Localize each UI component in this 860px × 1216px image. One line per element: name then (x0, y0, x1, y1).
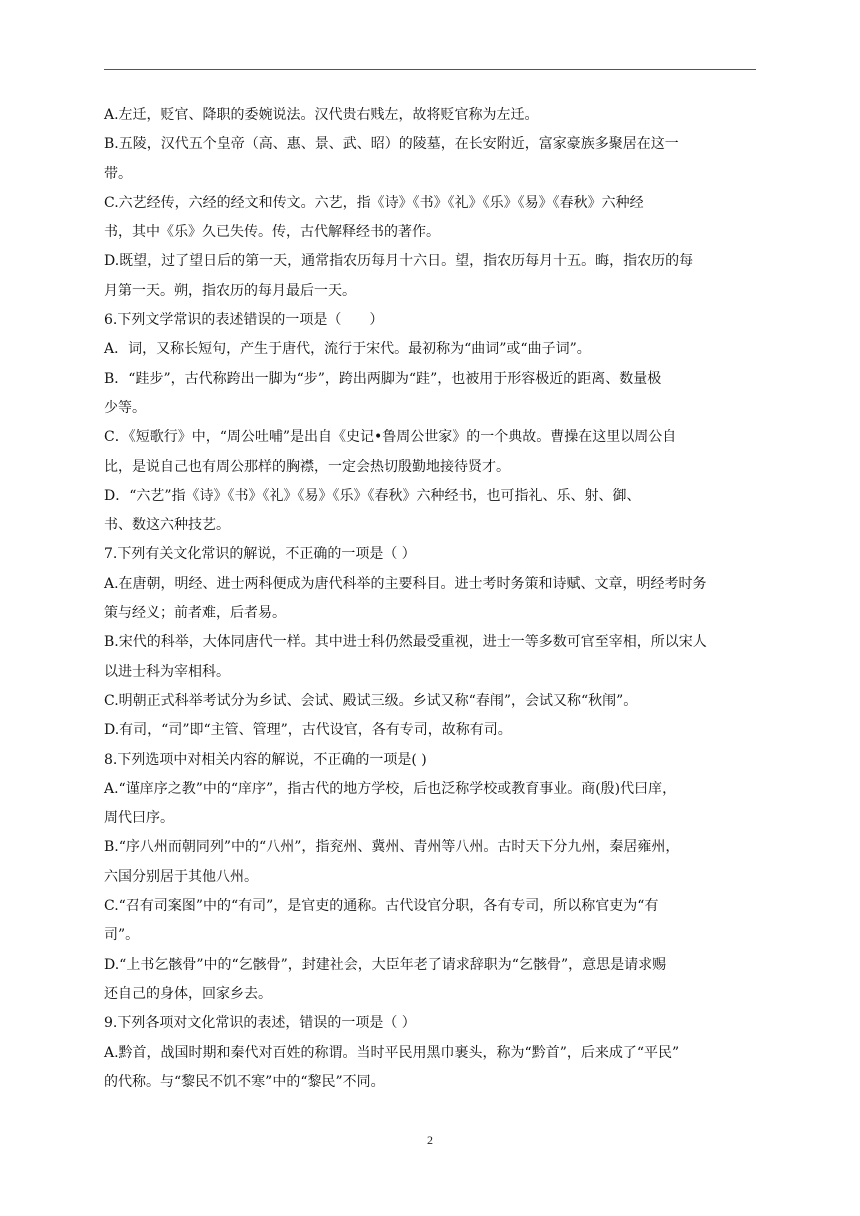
text-line: 的代称。与“黎民不饥不寒”中的“黎民”不同。 (104, 1073, 385, 1090)
text-line: A.左迁，贬官、降职的委婉说法。汉代贵右贱左，故将贬官称为左迁。 (104, 107, 539, 123)
text-line: 月第一天。朔，指农历的每月最后一天。 (104, 282, 356, 299)
text-line: A.在唐朝，明经、进士两科便成为唐代科举的主要科目。进士考时务策和诗赋、文章，明经考时务 (104, 575, 707, 592)
text-line: B．“跬步”，古代称跨出一脚为“步”，跨出两脚为“跬”，也被用于形容极近的距离、数量极 (104, 370, 662, 387)
text-line: D．“六艺”指《诗》《书》《礼》《易》《乐》《春秋》六种经书，也可指礼、乐、射、御、 (104, 487, 641, 504)
page-number: 2 (427, 1133, 433, 1147)
text-line: 带。 (104, 165, 132, 182)
text-line: C.六艺经传，六经的经文和传文。六艺，指《诗》《书》《礼》《乐》《易》《春秋》六种经 (104, 194, 644, 211)
text-line: B.“序八州而朝同列”中的“八州”，指兖州、冀州、青州等八州。古时天下分九州，秦居雍州， (104, 839, 680, 856)
text-line: 还自己的身体，回家乡去。 (104, 985, 272, 1002)
text-line: A．词，又称长短句，产生于唐代，流行于宋代。最初称为“曲词”或“曲子词”。 (104, 341, 591, 358)
page-content (104, 101, 764, 1097)
text-line: A.“谨庠序之教”中的“庠序”，指古代的地方学校，后也泛称学校或教育事业。商(殷)代曰庠， (104, 780, 677, 797)
header-rule (104, 69, 756, 70)
question-8-stem: 8.下列选项中对相关内容的解说，不正确的一项是( ) (104, 751, 427, 768)
text-line: 六国分别居于其他八州。 (104, 868, 258, 885)
text-line: 策与经义；前者难，后者易。 (104, 605, 286, 622)
text-line: D.既望，过了望日后的第一天，通常指农历每月十六日。望，指农历每月十五。晦，指农历的每 (104, 253, 694, 270)
text-line: D.有司，“司”即“主管、管理”，古代设官，各有专司，故称有司。 (104, 722, 512, 739)
text-line: B.五陵，汉代五个皇帝（高、惠、景、武、昭）的陵墓，在长安附近，富家豪族多聚居在这一 (104, 136, 679, 153)
text-line: 书、数这六种技艺。 (104, 517, 230, 534)
text-line: B.宋代的科举，大体同唐代一样。其中进士科仍然最受重视，进士一等多数可官至宰相，所以宋人 (104, 634, 707, 651)
text-line: 以进士科为宰相科。 (104, 663, 230, 680)
text-line: D.“上书乞骸骨”中的“乞骸骨”，封建社会，大臣年老了请求辞职为“乞骸骨”，意思是请求赐 (104, 956, 667, 973)
text-line: C．《短歌行》中，“周公吐哺”是出自《史记•鲁周公世家》的一个典故。曹操在这里以周公自 (104, 429, 677, 446)
question-6-stem: 6.下列文学常识的表述错误的一项是（ ） (104, 312, 384, 329)
text-line: A.黔首，战国时期和秦代对百姓的称谓。当时平民用黑巾裹头，称为“黔首”，后来成了“平民” (104, 1044, 680, 1061)
text-line: C.明朝正式科举考试分为乡试、会试、殿试三级。乡试又称“春闱”，会试又称“秋闱”。 (104, 692, 638, 709)
text-line: 比，是说自己也有周公那样的胸襟，一定会热切殷勤地接待贤才。 (104, 458, 510, 475)
text-line: 书，其中《乐》久已失传。传，古代解释经书的著作。 (104, 224, 440, 241)
text-line: C.“召有司案图”中的“有司”，是官吏的通称。古代设官分职，各有专司，所以称官吏为“有 (104, 898, 659, 915)
question-7-stem: 7.下列有关文化常识的解说，不正确的一项是（ ） (104, 546, 416, 563)
text-line: 少等。 (104, 399, 146, 416)
text-line: 周代曰序。 (104, 810, 174, 827)
question-9-stem: 9.下列各项对文化常识的表述，错误的一项是（ ） (104, 1015, 416, 1032)
text-line: 司”。 (104, 927, 140, 944)
